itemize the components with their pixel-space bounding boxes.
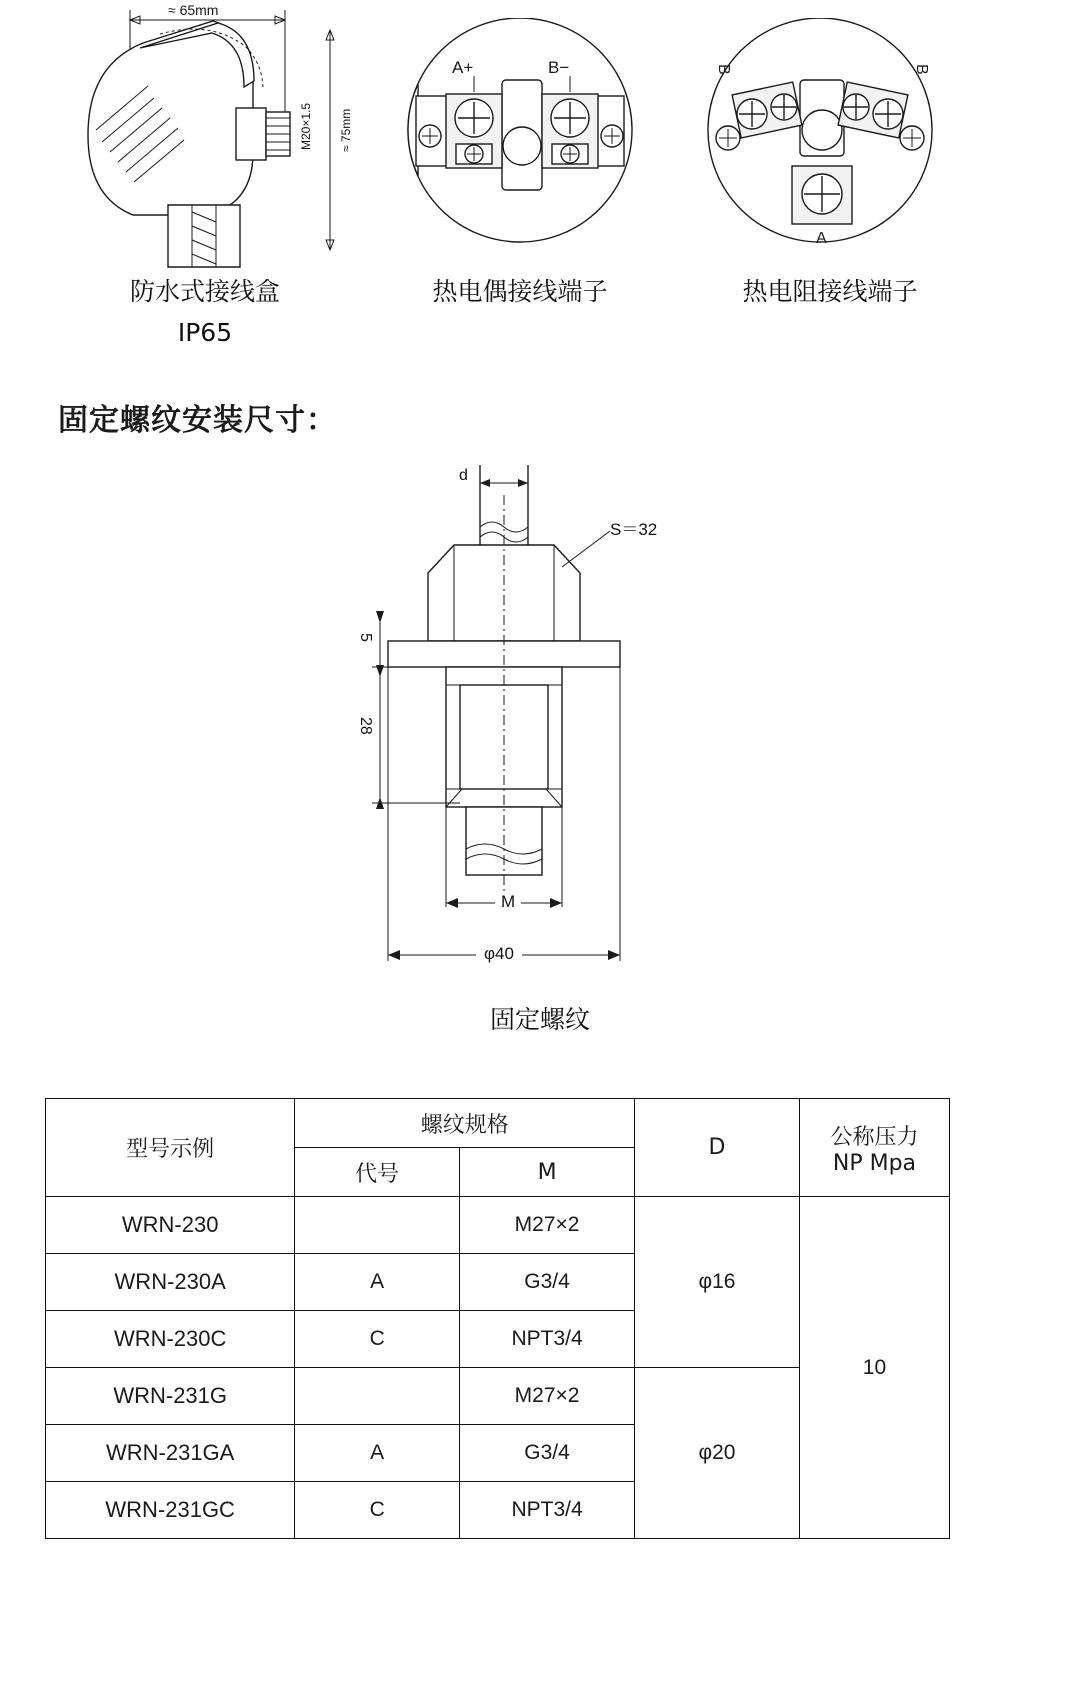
cell-m: M27×2	[460, 1368, 635, 1425]
figure-waterproof-junction-box	[40, 0, 370, 270]
svg-text:M20×1.5: M20×1.5	[299, 102, 313, 150]
terminal-label-a: A	[816, 230, 827, 247]
dimension-5-label: 5	[357, 633, 374, 642]
caption-thermocouple-terminal: 热电偶接线端子	[432, 277, 608, 306]
figure-thermocouple-terminal	[390, 18, 650, 268]
header-d: D	[635, 1099, 800, 1197]
header-model: 型号示例	[46, 1099, 295, 1197]
thermocouple-terminal-drawing	[390, 18, 650, 268]
caption-fixed-thread: 固定螺纹	[489, 1005, 590, 1034]
caption-rtd-terminal: 热电阻接线端子	[742, 277, 918, 306]
cell-model: WRN-231GC	[46, 1482, 295, 1539]
dimension-d-label: d	[459, 467, 468, 484]
dimension-s-label: S＝32	[610, 520, 658, 539]
junction-box-drawing	[40, 0, 370, 270]
terminal-label-a-plus: A+	[452, 58, 474, 77]
cell-m: NPT3/4	[460, 1311, 635, 1368]
cell-code: A	[295, 1425, 460, 1482]
cell-model: WRN-230	[46, 1197, 295, 1254]
caption-waterproof-junction-box: 防水式接线盒	[129, 277, 280, 306]
header-pressure-line1: 公称压力	[830, 1124, 919, 1150]
cell-model: WRN-230A	[46, 1254, 295, 1311]
dimension-width-label: ≈ 65mm	[168, 2, 219, 18]
cell-code: C	[295, 1311, 460, 1368]
cell-model: WRN-231G	[46, 1368, 295, 1425]
terminal-label-b-right: B	[913, 64, 930, 75]
cell-code: A	[295, 1254, 460, 1311]
table-header-row-1	[46, 1099, 950, 1148]
dimension-28-label: 28	[357, 717, 374, 735]
cell-m: G3/4	[460, 1254, 635, 1311]
cell-code	[295, 1197, 460, 1254]
spec-table	[45, 1098, 950, 1539]
cell-pressure: 10	[799, 1197, 949, 1539]
caption-ip65: IP65	[177, 318, 233, 347]
cell-m: M27×2	[460, 1197, 635, 1254]
header-code: 代号	[295, 1148, 460, 1197]
svg-text:≈ 75mm: ≈ 75mm	[339, 108, 353, 152]
header-pressure	[799, 1099, 949, 1197]
header-thread-spec: 螺纹规格	[295, 1099, 635, 1148]
cell-model: WRN-230C	[46, 1311, 295, 1368]
dimension-phi40-label: φ40	[476, 944, 522, 964]
header-pressure-line2: NP Mpa	[832, 1150, 917, 1176]
section-heading: 固定螺纹安装尺寸：	[58, 403, 337, 438]
cell-model: WRN-231GA	[46, 1425, 295, 1482]
dimension-m-label: M	[495, 892, 521, 912]
cell-m: NPT3/4	[460, 1482, 635, 1539]
table-row	[46, 1197, 950, 1254]
figure-rtd-terminal	[690, 18, 950, 268]
cell-d: φ20	[635, 1368, 800, 1539]
cell-code: C	[295, 1482, 460, 1539]
terminal-label-b-minus: B−	[548, 58, 570, 77]
terminal-label-b-left: B	[715, 64, 732, 75]
cell-d: φ16	[635, 1197, 800, 1368]
figure-fixed-thread	[280, 455, 800, 995]
cell-code	[295, 1368, 460, 1425]
header-m: M	[460, 1148, 635, 1197]
cell-m: G3/4	[460, 1425, 635, 1482]
